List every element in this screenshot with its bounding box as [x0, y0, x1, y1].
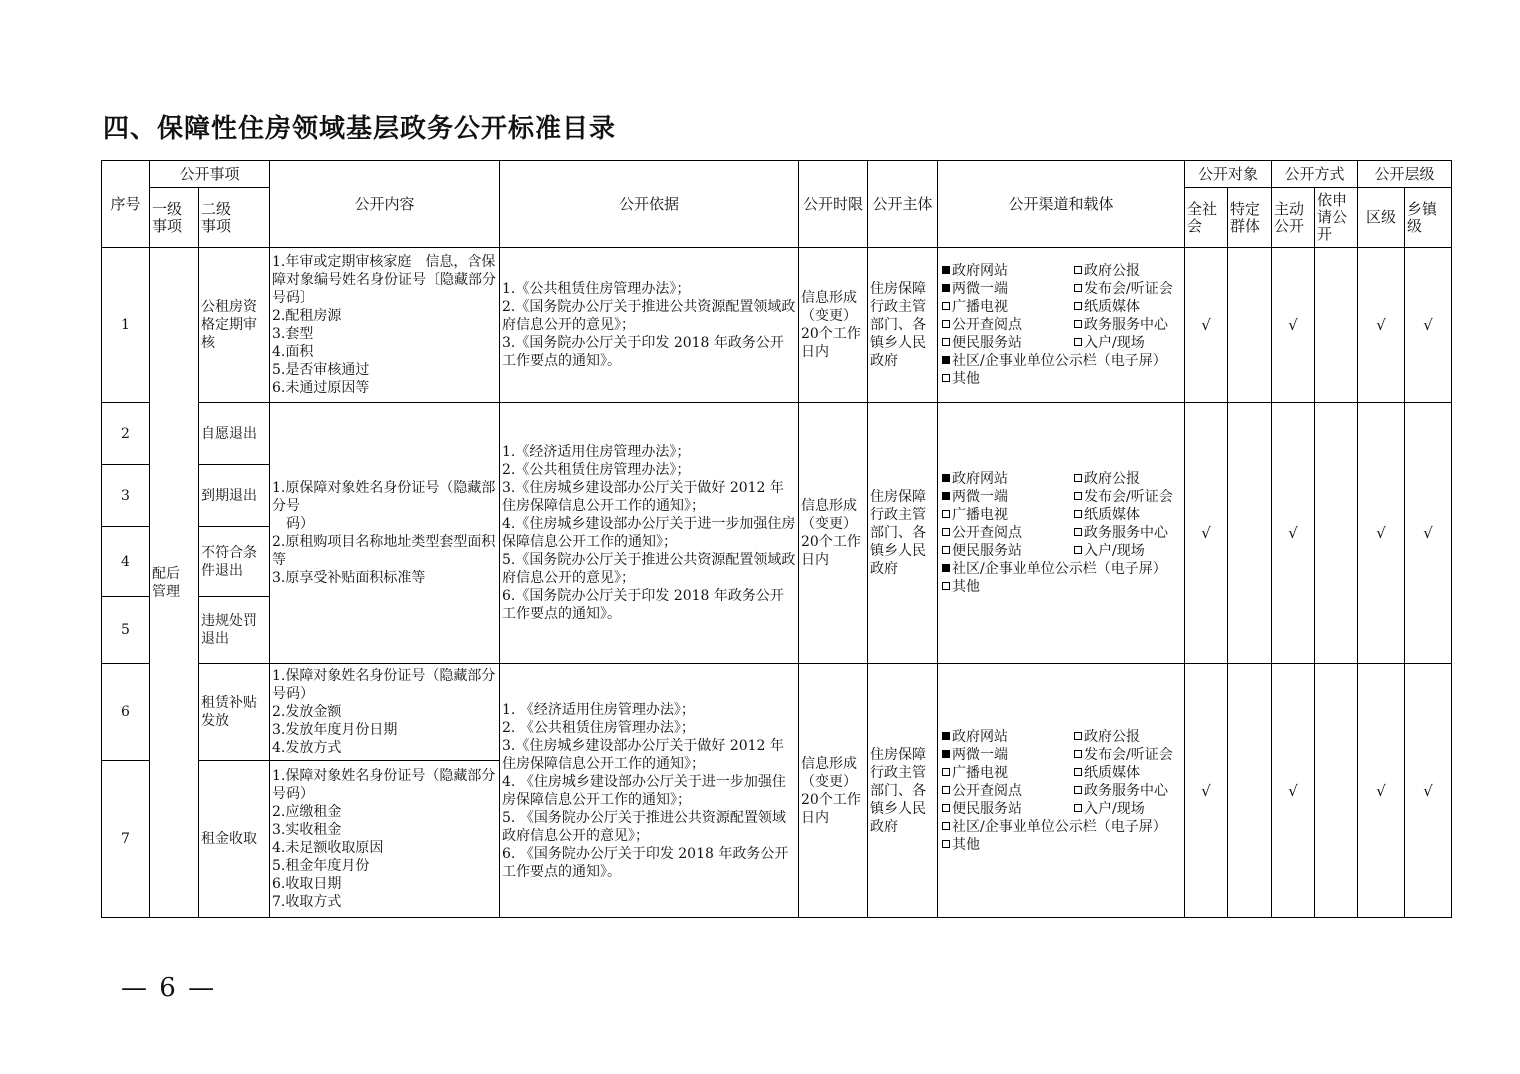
row-seq: 6: [102, 664, 150, 761]
header-level-town: 乡镇 级: [1405, 188, 1452, 248]
header-time-limit: 公开时限: [799, 161, 868, 248]
header-method: 公开方式: [1272, 161, 1358, 188]
channel-option: [1074, 746, 1185, 764]
row-level2-item: 租金收取: [199, 761, 270, 918]
channel-option: [942, 488, 1074, 506]
channel-label: 政府公报: [1084, 471, 1141, 487]
channel-option: [942, 352, 1185, 370]
channel-option: [942, 728, 1074, 746]
unchecked-box-icon: [1074, 474, 1082, 482]
channel-label: 发布会/听证会: [1084, 489, 1173, 505]
check-target-group: [1228, 248, 1272, 403]
unchecked-box-icon: [942, 338, 950, 346]
group-channels: [938, 248, 1185, 403]
unchecked-box-icon: [942, 582, 950, 590]
check-method-request: [1315, 248, 1358, 403]
check-level-district: √: [1358, 248, 1405, 403]
unchecked-box-icon: [1074, 768, 1082, 776]
check-target-group: [1228, 664, 1272, 918]
channel-option: [942, 560, 1185, 578]
channel-option: [942, 262, 1074, 280]
header-method-request: 依申 请公 开: [1315, 188, 1358, 248]
header-seq: 序号: [102, 161, 150, 248]
group-channels: [938, 664, 1185, 918]
channel-label: 社区/企事业单位公示栏（电子屏）: [952, 818, 1167, 835]
check-target-group: [1228, 403, 1272, 664]
header-method-active: 主动 公开: [1272, 188, 1315, 248]
channel-label: 其他: [952, 836, 981, 853]
unchecked-box-icon: [1074, 492, 1082, 500]
channel-label: 社区/企事业单位公示栏（电子屏）: [952, 561, 1167, 577]
checked-box-icon: [942, 284, 950, 292]
unchecked-box-icon: [1074, 786, 1082, 794]
table-row: [102, 248, 1452, 403]
group-time-limit: 信息形成（变更）20个工作日内: [799, 403, 868, 664]
channel-option: [942, 298, 1074, 316]
row-seq: 4: [102, 527, 150, 597]
page-title: 四、保障性住房领域基层政务公开标准目录: [103, 114, 617, 144]
header-basis: 公开依据: [500, 161, 799, 248]
table-row: [102, 403, 1452, 465]
check-level-town: √: [1405, 403, 1452, 664]
check-level-town: √: [1405, 248, 1452, 403]
unchecked-box-icon: [1074, 732, 1082, 740]
header-target-all: 全社 会: [1185, 188, 1228, 248]
channel-option: [1074, 470, 1185, 488]
row-seq: 2: [102, 403, 150, 465]
unchecked-box-icon: [942, 510, 950, 518]
channel-option: [1074, 764, 1185, 782]
row-content: 1.保障对象姓名身份证号（隐藏部分号码） 2.发放金额 3.发放年度月份日期 4.发放方式: [270, 664, 500, 761]
header-row-1: [102, 161, 1452, 188]
group-basis: 1.《公共租赁住房管理办法》； 2.《国务院办公厅关于推进公共资源配置领域政府信息公开的意见》； 3.《国务院办公厅关于印发 2018 年政务公开工作要点的通知》。: [500, 248, 799, 403]
channel-label: 政务服务中心: [1084, 317, 1169, 333]
channel-option: [1074, 782, 1185, 800]
channel-label: 政府网站: [952, 728, 1009, 745]
channel-label: 便民服务站: [952, 800, 1023, 817]
channel-label: 公开查阅点: [952, 525, 1023, 541]
channel-option: [1074, 262, 1185, 280]
channel-label: 广播电视: [952, 507, 1009, 523]
group-subject: 住房保障行政主管部门、各镇乡人民政府: [868, 248, 938, 403]
row-level2-item: 公租房资 格定期审 核: [199, 248, 270, 403]
disclosure-catalog-table: [101, 160, 1452, 918]
channel-label: 其他: [952, 579, 981, 595]
channel-option: [942, 542, 1074, 560]
group-content: 1.原保障对象姓名身份证号（隐藏部分号 码） 2.原租购项目名称地址类型套型面积等 3.原享受补贴面积标准等: [270, 403, 500, 664]
row-content: 1.年审或定期审核家庭 信息，含保障对象编号姓名身份证号〔隐藏部分号码〕 2.配租房源 3.套型 4.面积 5.是否审核通过 6.未通过原因等: [270, 248, 500, 403]
unchecked-box-icon: [1074, 546, 1082, 554]
channel-option: [942, 818, 1185, 836]
check-level-district: √: [1358, 664, 1405, 918]
check-method-active: √: [1272, 664, 1315, 918]
check-target-all: √: [1185, 664, 1228, 918]
header-level: 公开层级: [1358, 161, 1452, 188]
channel-label: 政府网站: [952, 471, 1009, 487]
page-number: — 6 —: [121, 973, 217, 1003]
unchecked-box-icon: [942, 374, 950, 382]
header-level1: 一级 事项: [150, 188, 199, 248]
channel-option: [942, 470, 1074, 488]
group-subject: 住房保障行政主管部门、各镇乡人民政府: [868, 403, 938, 664]
row-level2-item: 违规处罚 退出: [199, 597, 270, 664]
unchecked-box-icon: [942, 822, 950, 830]
header-target-group: 特定 群体: [1228, 188, 1272, 248]
header-subject: 公开主体: [868, 161, 938, 248]
channel-option: [942, 334, 1074, 352]
channel-label: 政府公报: [1084, 728, 1141, 745]
channel-option: [942, 782, 1074, 800]
channel-label: 发布会/听证会: [1084, 281, 1173, 297]
unchecked-box-icon: [942, 320, 950, 328]
unchecked-box-icon: [1074, 266, 1082, 274]
header-level2: 二级 事项: [199, 188, 270, 248]
channel-label: 纸质媒体: [1084, 507, 1141, 523]
checked-box-icon: [942, 564, 950, 572]
channel-label: 公开查阅点: [952, 782, 1023, 799]
group-basis: 1.《经济适用住房管理办法》； 2.《公共租赁住房管理办法》； 3.《住房城乡建设部办公厅关于做好 2012 年住房保障信息公开工作的通知》； 4.《住房城乡建设部办公厅关于进一步加强住房保障信息公开工作的通知》； 5.《国务院办公厅关于推进公共资源配置领域政府信息公开的意见》； 6.《国务院办公厅关于印发 2018 年政务公开工作要点的通知》。: [500, 403, 799, 664]
checked-box-icon: [942, 356, 950, 364]
group-time-limit: 信息形成（变更）20个工作日内: [799, 248, 868, 403]
table-row: [102, 664, 1452, 761]
header-target: 公开对象: [1185, 161, 1272, 188]
unchecked-box-icon: [1074, 302, 1082, 310]
row-level2-item: 到期退出: [199, 465, 270, 527]
row-seq: 1: [102, 248, 150, 403]
channel-label: 政务服务中心: [1084, 782, 1169, 799]
channel-option: [1074, 334, 1185, 352]
unchecked-box-icon: [942, 840, 950, 848]
group-channels: [938, 403, 1185, 664]
check-method-active: √: [1272, 248, 1315, 403]
level1-item: 配后 管理: [150, 248, 199, 918]
channel-option: [1074, 280, 1185, 298]
unchecked-box-icon: [1074, 804, 1082, 812]
row-level2-item: 自愿退出: [199, 403, 270, 465]
channel-option: [1074, 316, 1185, 334]
channel-option: [942, 746, 1074, 764]
row-content: 1.保障对象姓名身份证号（隐藏部分号码） 2.应缴租金 3.实收租金 4.未足额收取原因 5.租金年度月份 6.收取日期 7.收取方式: [270, 761, 500, 918]
unchecked-box-icon: [1074, 510, 1082, 518]
channel-label: 政府公报: [1084, 263, 1141, 279]
channel-option: [942, 764, 1074, 782]
check-method-active: √: [1272, 403, 1315, 664]
check-target-all: √: [1185, 403, 1228, 664]
unchecked-box-icon: [942, 768, 950, 776]
channel-label: 两微一端: [952, 746, 1009, 763]
channel-option: [942, 578, 1185, 596]
channel-label: 入户/现场: [1084, 800, 1145, 817]
check-level-district: √: [1358, 403, 1405, 664]
row-seq: 5: [102, 597, 150, 664]
channel-option: [942, 316, 1074, 334]
unchecked-box-icon: [942, 546, 950, 554]
unchecked-box-icon: [1074, 320, 1082, 328]
channel-option: [1074, 488, 1185, 506]
unchecked-box-icon: [1074, 750, 1082, 758]
channel-label: 广播电视: [952, 299, 1009, 315]
channel-label: 社区/企事业单位公示栏（电子屏）: [952, 353, 1167, 369]
channel-label: 两微一端: [952, 281, 1009, 297]
channel-label: 发布会/听证会: [1084, 746, 1173, 763]
checked-box-icon: [942, 732, 950, 740]
header-items: 公开事项: [150, 161, 270, 188]
check-target-all: √: [1185, 248, 1228, 403]
row-level2-item: 不符合条 件退出: [199, 527, 270, 597]
group-basis: 1. 《经济适用住房管理办法》； 2. 《公共租赁住房管理办法》； 3.《住房城乡建设部办公厅关于做好 2012 年住房保障信息公开工作的通知》； 4. 《住房城乡建设部办公厅关于进一步加强住房保障信息公开工作的通知》； 5. 《国务院办公厅关于推进公共资源配置领域政府信息公开的意见》； 6. 《国务院办公厅关于印发 2018 年政务公开工作要点的通知》。: [500, 664, 799, 918]
unchecked-box-icon: [1074, 338, 1082, 346]
channel-option: [1074, 506, 1185, 524]
header-level-district: 区级: [1358, 188, 1405, 248]
row-seq: 7: [102, 761, 150, 918]
channel-label: 两微一端: [952, 489, 1009, 505]
channel-label: 入户/现场: [1084, 543, 1145, 559]
channel-label: 政府网站: [952, 263, 1009, 279]
channel-option: [1074, 298, 1185, 316]
channel-label: 公开查阅点: [952, 317, 1023, 333]
check-method-request: [1315, 664, 1358, 918]
channel-option: [942, 370, 1185, 388]
unchecked-box-icon: [942, 302, 950, 310]
channel-label: 纸质媒体: [1084, 299, 1141, 315]
unchecked-box-icon: [942, 804, 950, 812]
checked-box-icon: [942, 266, 950, 274]
channel-option: [1074, 542, 1185, 560]
channel-label: 其他: [952, 371, 981, 387]
row-seq: 3: [102, 465, 150, 527]
header-content: 公开内容: [270, 161, 500, 248]
checked-box-icon: [942, 474, 950, 482]
channel-option: [1074, 524, 1185, 542]
row-level2-item: 租赁补贴 发放: [199, 664, 270, 761]
channel-option: [942, 506, 1074, 524]
check-method-request: [1315, 403, 1358, 664]
unchecked-box-icon: [1074, 528, 1082, 536]
channel-label: 便民服务站: [952, 335, 1023, 351]
group-time-limit: 信息形成（变更）20个工作日内: [799, 664, 868, 918]
channel-label: 政务服务中心: [1084, 525, 1169, 541]
unchecked-box-icon: [942, 786, 950, 794]
checked-box-icon: [942, 750, 950, 758]
channel-option: [1074, 800, 1185, 818]
channel-label: 纸质媒体: [1084, 764, 1141, 781]
channel-label: 便民服务站: [952, 543, 1023, 559]
channel-option: [942, 800, 1074, 818]
channel-option: [942, 836, 1185, 854]
unchecked-box-icon: [942, 528, 950, 536]
unchecked-box-icon: [1074, 284, 1082, 292]
channel-label: 入户/现场: [1084, 335, 1145, 351]
check-level-town: √: [1405, 664, 1452, 918]
header-channels: 公开渠道和载体: [938, 161, 1185, 248]
channel-option: [1074, 728, 1185, 746]
channel-option: [942, 280, 1074, 298]
group-subject: 住房保障行政主管部门、各镇乡人民政府: [868, 664, 938, 918]
channel-label: 广播电视: [952, 764, 1009, 781]
checked-box-icon: [942, 492, 950, 500]
channel-option: [942, 524, 1074, 542]
